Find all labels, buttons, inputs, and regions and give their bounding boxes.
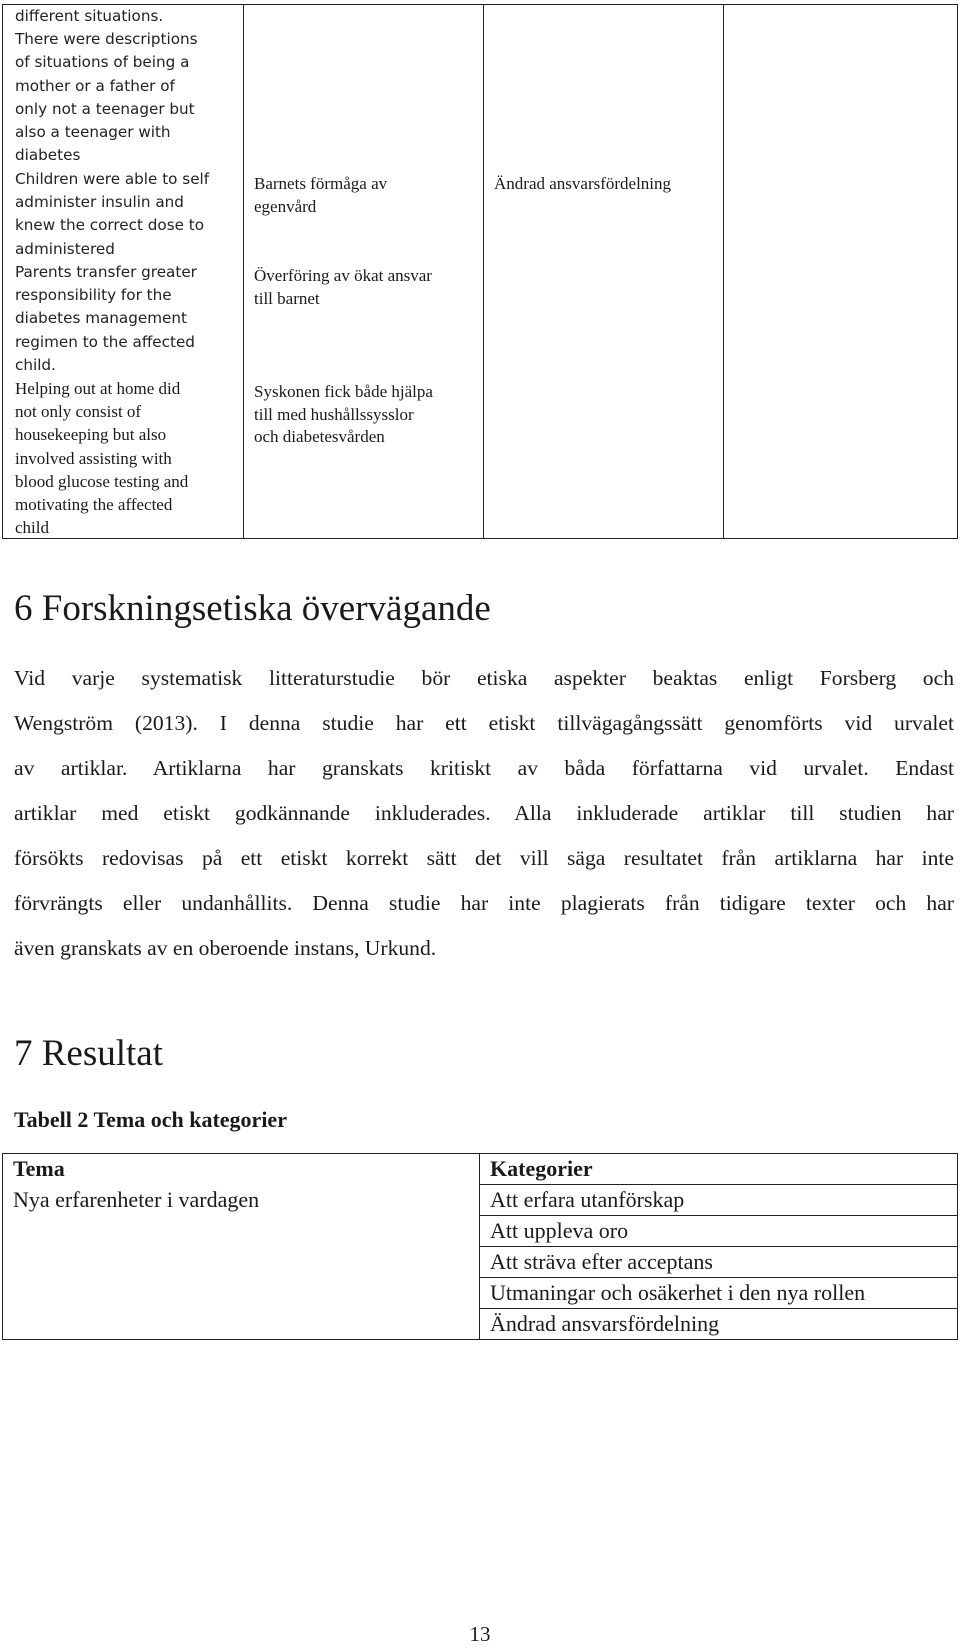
header-tema: Tema xyxy=(3,1154,480,1185)
tema-cell: Nya erfarenheter i vardagen xyxy=(3,1185,480,1216)
tema-cell-empty xyxy=(3,1216,480,1247)
text-line: diabetes xyxy=(15,146,81,165)
kategori-cell: Ändrad ansvarsfördelning xyxy=(480,1309,958,1340)
table-header-row xyxy=(3,1154,958,1185)
tema-cell-empty xyxy=(3,1278,480,1309)
finding-block-helping-out xyxy=(15,377,239,539)
finding-block-parents-transfer xyxy=(15,261,239,377)
text-line: Helping out at home did xyxy=(15,379,181,398)
text-line: only not a teenager but xyxy=(15,99,195,118)
text-line: till barnet xyxy=(254,288,320,308)
kategori-cell: Att erfara utanförskap xyxy=(480,1185,958,1216)
text-line: motivating the affected xyxy=(15,495,173,515)
section-6-paragraph xyxy=(14,656,954,971)
kategori-cell: Utmaningar och osäkerhet i den nya rollen xyxy=(480,1278,958,1309)
section-7-heading: 7 Resultat xyxy=(14,1033,164,1074)
text-line: diabetes management xyxy=(15,309,187,328)
kategori-cell: Att sträva efter acceptans xyxy=(480,1247,958,1278)
text-line: also a teenager with xyxy=(15,123,171,142)
text-line: regimen to the affected xyxy=(15,332,195,351)
themes-categories-table xyxy=(2,1153,958,1340)
text-line: child xyxy=(15,518,49,538)
text-line: Barnets förmåga av xyxy=(254,174,388,193)
paragraph-line: även granskats av en oberoende instans, Urkund. xyxy=(14,936,437,960)
paragraph-line: Wengström (2013). I denna studie har ett etiskt tillvägagångssätt genomförts vid urvalet xyxy=(14,711,954,735)
text-line: och diabetesvården xyxy=(254,427,385,446)
category-andrad-ansvarsfordelning: Ändrad ansvarsfördelning xyxy=(494,174,672,193)
text-line: till med hushållssysslor xyxy=(254,404,414,424)
header-kategorier: Kategorier xyxy=(480,1154,958,1185)
continuation-table xyxy=(2,4,958,539)
text-line: administered xyxy=(15,239,115,258)
category-column xyxy=(483,5,723,538)
text-line: knew the correct dose to xyxy=(15,216,205,235)
text-line: Children were able to self xyxy=(15,170,210,188)
text-line: different situations. xyxy=(15,7,164,25)
paragraph-line: Vid varje systematisk litteraturstudie bör etiska aspekter beaktas enligt Forsberg och xyxy=(14,666,954,690)
text-line: mother or a father of xyxy=(15,76,175,95)
text-line: not only consist of xyxy=(15,402,142,422)
subcategory-egenvard xyxy=(254,173,482,218)
table-row xyxy=(3,1247,958,1278)
paragraph-line: försökts redovisas på ett etiskt korrekt sätt det vill säga resultatet från artiklarna har inte xyxy=(14,846,954,870)
tema-cell-empty xyxy=(3,1247,480,1278)
subcategory-syskonen xyxy=(254,381,482,449)
text-line: responsibility for the xyxy=(15,286,172,305)
text-line: Parents transfer greater xyxy=(15,263,197,281)
text-line: There were descriptions xyxy=(15,30,198,49)
subcategory-ansvar xyxy=(254,265,482,310)
table-caption: Tabell 2 Tema och kategorier xyxy=(14,1107,287,1132)
theme-column xyxy=(723,5,957,538)
text-line: child. xyxy=(15,355,56,374)
text-line: of situations of being a xyxy=(15,53,190,72)
table-row xyxy=(3,1278,958,1309)
kategori-cell: Att uppleva oro xyxy=(480,1216,958,1247)
text-line: Syskonen fick både hjälpa xyxy=(254,382,433,401)
page-number: 13 xyxy=(469,1622,491,1646)
finding-block-self-administer xyxy=(15,168,239,261)
paragraph-line: förvrängts eller undanhållits. Denna studie har inte plagierats från tidigare texter och har xyxy=(14,891,954,915)
text-line: Överföring av ökat ansvar xyxy=(254,266,432,285)
table-row xyxy=(3,1216,958,1247)
text-line: housekeeping but also xyxy=(15,425,167,445)
text-line: administer insulin and xyxy=(15,193,184,212)
findings-column xyxy=(3,5,243,538)
text-line: involved assisting with xyxy=(15,448,172,468)
table-row xyxy=(3,1185,958,1216)
finding-block-situations xyxy=(15,5,239,167)
tema-cell-empty xyxy=(3,1309,480,1340)
section-6-heading: 6 Forskningsetiska övervägande xyxy=(14,588,491,629)
paragraph-line: artiklar med etiskt godkännande inkluderades. Alla inkluderade artiklar till studien har xyxy=(14,801,954,825)
text-line: egenvård xyxy=(254,196,317,216)
subcategory-column xyxy=(243,5,483,538)
table-row xyxy=(3,1309,958,1340)
paragraph-line: av artiklar. Artiklarna har granskats kritiskt av båda författarna vid urvalet. Endast xyxy=(14,756,954,780)
text-line: blood glucose testing and xyxy=(15,471,189,491)
